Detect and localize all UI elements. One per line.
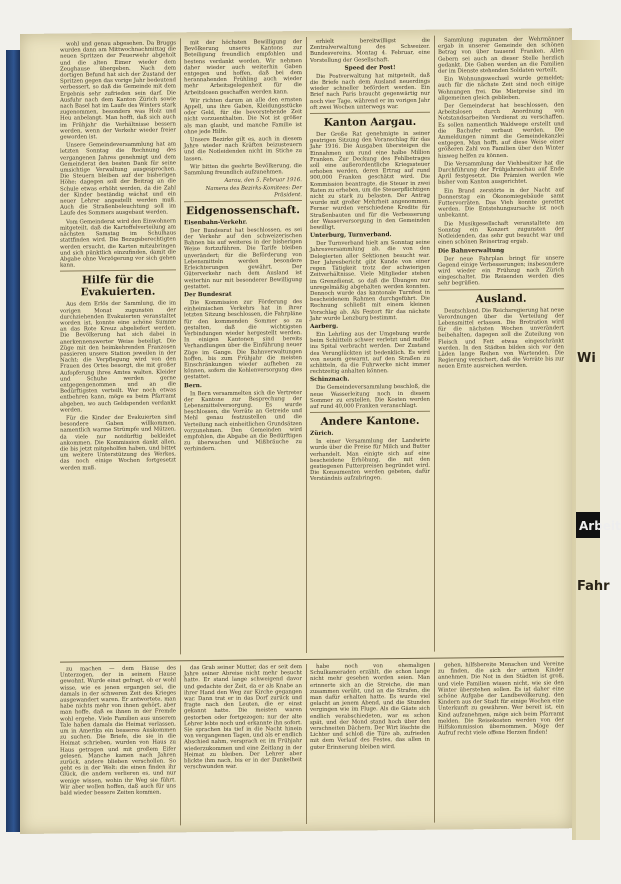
- paragraph: erhielt bereitwilligst die Zentralverwaltung des Schweizer. Bundesvereins, Montag 4. Februar, eine Vorstellung der Gesellschaft.: [310, 37, 430, 64]
- column-2: [184, 39, 302, 658]
- paragraph: Wir richten darum an alle den ernsten Appell, uns ihre Gaben, Kleidungsstücke oder Geld, für die bevorstehende Zeit nicht vorzuenthalten. Die Not ist größer als man glaubt, und manche Familie ist ohne jede Hilfe.: [184, 96, 302, 136]
- paragraph: Die Gemeindeversammlung beschloß, die neue Wasserleitung noch in diesem Sommer zu erstellen. Die Kosten werden auf rund 40,000 Franken veranschlagt.: [310, 384, 430, 410]
- paragraph: Aus dem Erlös der Sammlung, die im vorigen Monat zugunsten der durchziehenden Evakuierten veranstaltet worden ist, konnte eine schöne Summe an das Rote Kreuz abgeliefert werden. Die Bevölkerung hat sich dabei in anerkennenswerter Weise beteiligt. Die Züge mit den heimkehrenden Franzosen passieren unsere Station jeweilen in der Nacht; die Verpflegung wird von den Frauen des Ortes besorgt, die mit großer Aufopferung ihres Amtes walten. Kleider und Schuhe werden gerne entgegengenommen und an die Bedürftigsten verteilt. Wer noch etwas entbehren kann, möge es beim Pfarramt abgeben, wo auch Geldspenden verdankt werden.: [60, 300, 176, 414]
- paragraph: wohl und genau abgesehen. Da Bruggs wurden dann am Mittwochnachmittag die neuen Spritzen der Feuerwehr abgeholt und die alten Eimer wieder dem Zeughause übergeben. Nach dem dortigen Befund hat sich der Zustand der Spritzen gegen das vorige Jahr bedeutend verbessert, so daß die Gemeinde mit dem Ergebnis sehr zufrieden sein darf. Die Ausfuhr nach dem Kanton Zürich sowie nach Basel hat im Laufe des Winters stark zugenommen, besonders was Holz und Heu anbelangt. Man hofft, daß sich auch im Frühjahr die Verhältnisse bessern werden, wenn der Verkehr wieder freier geworden ist.: [60, 40, 176, 141]
- paragraph: Ein Lehrling aus der Umgebung wurde beim Schlitteln schwer verletzt und mußte ins Spital verbracht werden. Der Zustand des Verunglückten ist bedenklich. Es wird von neuem gewarnt, auf den Straßen zu schlitteln, da die Fuhrwerke nicht immer rechtzeitig anhalten können.: [310, 330, 430, 376]
- paragraph: Die Postverwaltung hat mitgeteilt, daß die Briefe nach dem Ausland neuerdings wieder schneller befördert werden. Ein Brief nach Paris braucht gegenwärtig nur noch vier Tage, während er im vorigen Jahr oft zwei Wochen unterwegs war.: [310, 72, 430, 111]
- paragraph: Ein Wohnungswechsel wurde gemeldet; auch für die nächste Zeit sind noch einige Wohnungen frei. Die Mietpreise sind im allgemeinen gleich geblieben.: [438, 75, 564, 102]
- paragraph: Deutschland. Die Reichsregierung hat neue Verordnungen über die Verteilung der Lebensmittel erlassen. Die Brotration wird für die nächsten Wochen unverändert beibehalten, dagegen soll die Zuteilung von Fleisch und Fett etwas eingeschränkt werden. In den Städten bilden sich vor den Läden lange Reihen von Wartenden. Die Regierung versichert, daß die Vorräte bis zur neuen Ernte ausreichen werden.: [438, 306, 564, 370]
- column-rule: [306, 664, 307, 824]
- section-divider: [310, 112, 430, 114]
- subheading: Der Bundesrat: [184, 291, 232, 299]
- subheading: Schinznach.: [310, 376, 350, 384]
- subheading: Zürich.: [310, 430, 334, 438]
- paragraph: Der Gemeinderat hat beschlossen, den Arbeitslosen durch Anordnung von Notstandsarbeiten Verdienst zu verschaffen. Es sollen namentlich Waldwege erstellt und die Bachufer verbaut werden. Die Anmeldungen nimmt die Gemeindekanzlei entgegen. Man hofft, auf diese Weise einer größeren Zahl von Familien über den Winter hinweg helfen zu können.: [438, 102, 564, 160]
- paragraph: Vom Gemeinderat wird den Einwohnern mitgeteilt, daß die Kartoffelverteilung am nächsten Samstag im Schulhaus stattfinden wird. Die Bezugsberechtigten werden ersucht, die Karten mitzubringen und sich pünktlich einzufinden, damit die Abgabe ohne Verzögerung vor sich gehen kann.: [60, 218, 176, 269]
- section-divider: [438, 288, 564, 290]
- section-heading-aargau: Kanton Aargau.: [323, 115, 417, 129]
- section-heading-other-cantons: Andere Kantone.: [320, 414, 420, 429]
- paragraph: Ein Brand zerstörte in der Nacht auf Donnerstag ein Ökonomiegebäude samt Futtervorräten. Das Vieh konnte gerettet werden. Die Entstehungsursache ist noch unbekannt.: [438, 186, 564, 220]
- paragraph: mit der höchsten Bewilligung der Bevölkerung unseres Kantons zur Beteiligung freundlich empfohlen und bestens verdankt worden. Wir nehmen daher wieder auch weiterhin Gaben entgegen und hoffen, daß bei dem herannahenden Frühling auch wieder mehr Arbeitsgelegenheit für die Arbeitslosen geschaffen werden kann.: [184, 39, 302, 96]
- paragraph: Der Bundesrat hat beschlossen, es sei der Verkehr auf den schweizerischen Bahnen bis auf weiteres in der bisherigen Weise fortzuführen. Die Tarife bleiben unverändert; für die Beförderung von Lebensmitteln werden besondere Erleichterungen gewährt. Der Güterverkehr nach dem Ausland ist weiterhin nur mit besonderer Bewilligung gestattet.: [184, 226, 302, 290]
- column-rule: [180, 665, 181, 825]
- column-rule: [180, 38, 181, 654]
- edge-ad-block: [576, 512, 621, 539]
- feuilleton-column-4: [438, 661, 564, 822]
- column-4: [438, 36, 564, 655]
- paragraph: In einer Versammlung der Landwirte wurde über die Preise für Milch und Butter verhandelt. Man einigte sich auf eine bescheidene Erhöhung, die mit den gestiegenen Futterpreisen begründet wird. Die Konsumenten werden gebeten, dafür Verständnis aufzubringen.: [310, 437, 430, 483]
- section-divider: [60, 270, 176, 272]
- column-3: [310, 38, 430, 657]
- column-rule: [434, 36, 435, 652]
- paragraph: Die Kommission zur Förderung des einheimischen Verkehrs hat in ihrer letzten Sitzung beschlossen, die Fahrpläne für den kommenden Sommer so zu gestalten, daß die wichtigsten Verbindungen wieder hergestellt werden. In einigen Kantonen sind bereits Verhandlungen über die Einführung neuer Züge im Gange. Die Bahnverwaltungen hoffen, bis zum Frühjahr die meisten Einschränkungen wieder aufheben zu können, sofern die Kohlenversorgung dies gestattet.: [184, 298, 302, 381]
- edge-text: Wi: [577, 351, 596, 366]
- paragraph: Unsere Gemeindeversammlung hat am letzten Sonntag die Rechnung des vergangenen Jahres genehmigt und dem Gemeinderat den besten Dank für seine umsichtige Verwaltung ausgesprochen. Die Steuern bleiben auf der bisherigen Höhe; dagegen soll der Beitrag an die Schule etwas erhöht werden, da die Zahl der Kinder beständig wächst und ein neuer Lehrer angestellt werden muß. Auch die Straßenbeleuchtung soll im Laufe des Sommers ausgebaut werden.: [60, 141, 176, 218]
- paragraph: zu machen — dem Hause des Unterzogen, der in seinem Hause gewohnt. Wurde einst gefragt, ob er wohl wisse, wie es jenen ergangen sei, die damals in der schweren Zeit des Krieges ausgewandert waren. Er antwortete, man habe nichts mehr von ihnen gehört, aber man hoffe, daß es ihnen in der Fremde wohl ergehe. Viele Familien aus unserem Tale haben damals die Heimat verlassen, um in Amerika ein besseres Auskommen zu suchen. Die Briefe, die sie in die Heimat schrieben, wurden von Haus zu Haus getragen und mit großem Eifer gelesen. Manche kamen nach Jahren zurück, andere blieben verschollen. So geht es in der Welt: die einen finden ihr Glück, die andern verlieren es, und nur wenige wissen, wohin ihr Weg sie führt. Wir aber wollen hoffen, daß auch für uns bald wieder bessere Zeiten kommen.: [60, 665, 176, 797]
- section-heading-soldiers: Hilfe für die Evakuierten.: [80, 273, 156, 299]
- section-divider: [184, 200, 302, 202]
- paragraph: Wir bitten die geehrte Bevölkerung, die Sammlung freundlich aufzunehmen.: [184, 162, 302, 177]
- paragraph: Der neue Fahrplan bringt für unsere Gegend einige Verbesserungen; insbesondere wird wieder ein Frühzug nach Zürich eingeschaltet. Die Reisenden werden dies sehr begrüßen.: [438, 254, 564, 287]
- feuilleton-column-1: [60, 665, 176, 826]
- paragraph: Der Turnverband hielt am Sonntag seine Jahresversammlung ab, die von den Delegierten aller Sektionen besucht war. Der Jahresbericht gibt Kunde von einer regen Tätigkeit trotz der schwierigen Zeitverhältnisse. Viele Mitglieder stehen im Grenzdienst, so daß die Übungen nur unregelmäßig abgehalten werden konnten. Dennoch wurde das kantonale Turnfest in bescheidenem Rahmen durchgeführt. Die Rechnung schließt mit einem kleinen Vorschlag ab. Als Festort für das nächste Jahr wurde Lenzburg bestimmt.: [310, 239, 430, 322]
- feuilleton-column-2: [184, 664, 302, 825]
- paragraph: Für die Kinder der Evakuierten sind besondere Gaben willkommen, namentlich warme Strümpfe und Mützen, da viele nur notdürftig bekleidet ankommen. Die Kommission dankt allen, die bis jetzt mitgeholfen haben, und bittet um weitere Unterstützung des Werkes, das noch einige Wochen fortgesetzt werden muß.: [60, 414, 176, 472]
- edge-text: Fahr: [577, 579, 610, 595]
- paragraph: In Bern versammelten sich die Vertreter der Kantone zur Besprechung der Lebensmittelversorgung. Es wurde beschlossen, die Vorräte an Getreide und Mehl genau festzustellen und die Verteilung nach einheitlichen Grundsätzen vorzunehmen. Den Gemeinden wird empfohlen, die Abgabe an die Bedürftigen zu überwachen und Mißbräuche zu verhindern.: [184, 389, 302, 453]
- paragraph: Unsere Bezirke gilt es, auch in diesem Jahre wieder nach Kräften beizusteuern und die Notleidenden nicht im Stiche zu lassen.: [184, 136, 302, 162]
- subheading: Eisenbahn-Verkehr.: [184, 219, 248, 227]
- subheading: Aarberg.: [310, 323, 339, 330]
- section-heading-confederation: Eidgenossenschaft.: [186, 203, 300, 218]
- paragraph: Die Versammlung der Viehbesitzer hat die Durchführung der Frühjahrsschau auf Ende April festgesetzt. Die Prämien werden wie bisher vom Kanton ausgerichtet.: [438, 160, 564, 187]
- subheading: Unterburg, Turnverband.: [310, 232, 392, 240]
- subheading: Die Bahnverwaltung: [438, 247, 505, 255]
- section-heading-abroad: Ausland.: [475, 292, 527, 305]
- column-rule: [434, 663, 435, 823]
- edge-text: Arbeit: [579, 518, 621, 533]
- next-page-strip: [576, 60, 621, 840]
- paragraph: habe noch von ehemaligen Schulkameraden erzählt, die schon lange nicht mehr gesehen worden seien. Man erinnerte sich an die Streiche, die man zusammen verübt, und an die Strafen, die man dafür erhalten hatte. Es wurde viel gelacht an jenem Abend, und die Stunden vergingen wie im Fluge. Als die Gäste sich endlich verabschiedeten, war es schon spät, und der Mond stand hoch über den verschneiten Dächern. Der Wirt löschte die Lichter und schloß die Türe ab, zufrieden mit dem Verlauf des Festes, das allen in guter Erinnerung bleiben wird.: [310, 662, 430, 751]
- book-binding: [6, 50, 20, 832]
- feuilleton-column-3: [310, 663, 430, 824]
- subheading: Speed der Post!: [344, 64, 396, 72]
- paragraph: Die Musikgesellschaft veranstaltete am Sonntag ein Konzert zugunsten der Notleidenden, das sehr gut besucht war und einen schönen Reinertrag ergab.: [438, 219, 564, 246]
- paragraph: Sammlung zugunsten der Wehrmänner ergab in unserer Gemeinde den schönen Betrag von über tausend Franken. Allen Gebern sei auch an dieser Stelle herzlich gedankt. Die Gaben werden an die Familien der im Dienste stehenden Soldaten verteilt.: [438, 36, 564, 75]
- paragraph: gehen, hilfsbereite Menschen und Vereine zu finden, die sich der armen Kinder annehmen. Die Not in den Städten ist groß, und viele Familien wissen nicht, wie sie den Winter überstehen sollen. Es ist daher eine schöne Aufgabe der Landbevölkerung, den Kindern aus der Stadt für einige Wochen eine Unterkunft zu gewähren. Wer bereit ist, ein Kind aufzunehmen, möge sich beim Pfarramt melden. Die Reisekosten werden von der Hilfskommission übernommen. Möge der Aufruf recht viele offene Herzen finden!: [438, 661, 564, 737]
- column-rule: [306, 37, 307, 653]
- dateline: Aarau, den 5. Februar 1916.: [224, 177, 302, 185]
- section-divider: [310, 411, 430, 413]
- column-1: [60, 40, 176, 659]
- signature: Namens des Bezirks-Komitees: Der Präsident.: [205, 185, 302, 199]
- paragraph: das Grab seiner Mutter, das er seit dem Jahre seiner Abreise nicht mehr besucht hatte. Er stand lange schweigend davor und gedachte der Zeit, da er als Knabe an ihrer Hand den Weg zur Kirche gegangen war. Dann trat er in das Dorf zurück und fragte nach den Leuten, die er einst gekannt hatte. Die meisten waren gestorben oder fortgezogen; nur der alte Lehrer lebte noch und erkannte ihn sofort. Sie sprachen bis tief in die Nacht hinein von vergangenen Tagen, und als er endlich Abschied nahm, versprach er, im Frühjahr wiederzukommen und eine Zeitlang in der Heimat zu bleiben. Der Lehrer aber blickte ihm nach, bis er in der Dunkelheit verschwunden war.: [184, 664, 302, 771]
- paragraph: Der Große Rat genehmigte in seiner gestrigen Sitzung den Voranschlag für das Jahr 1916. Die Ausgaben übersteigen die Einnahmen um rund eine halbe Million Franken. Zur Deckung des Fehlbetrages soll eine außerordentliche Kriegssteuer erhoben werden, deren Ertrag auf rund 900,000 Franken geschätzt wird. Die Kommission beantragte, die Steuer in zwei Raten zu erheben, um die Steuerpflichtigen nicht zu stark zu belasten. Der Antrag wurde mit großer Mehrheit angenommen. Ferner wurden verschiedene Kredite für Straßenbauten und für die Verbesserung der Wasserversorgung in den Gemeinden bewilligt.: [310, 130, 430, 232]
- newspaper-page: [20, 28, 572, 834]
- subheading: Bern.: [184, 382, 202, 389]
